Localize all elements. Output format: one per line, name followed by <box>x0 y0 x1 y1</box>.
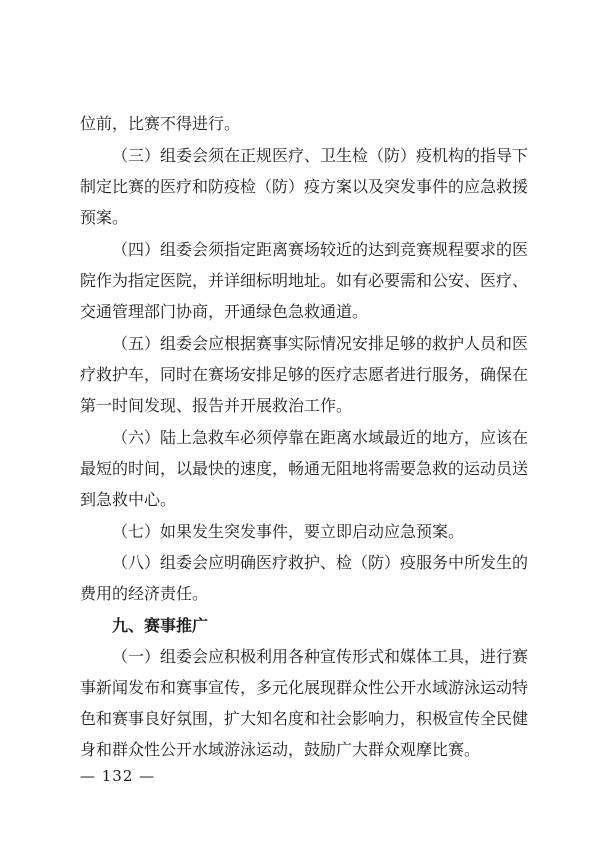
page-number: — 132 — <box>80 767 156 785</box>
text-line: 院作为指定医院，并详细标明地址。如有必要需和公安、医疗、 <box>80 271 529 290</box>
text-line: 事新闻发布和赛事宣传，多元化展现群众性公开水域游泳运动特 <box>80 678 529 697</box>
text-line: （四）组委会须指定距离赛场较近的达到竞赛规程要求的医 <box>112 240 529 259</box>
text-line: 到急救中心。 <box>80 490 177 509</box>
text-line: 费用的经济责任。 <box>80 584 209 603</box>
text-line: （三）组委会须在正规医疗、卫生检（防）疫机构的指导下 <box>112 146 529 165</box>
text-line: 第一时间发现、报告并开展救治工作。 <box>80 396 353 415</box>
text-line: 最短的时间，以最快的速度，畅通无阻地将需要急救的运动员送 <box>80 459 529 478</box>
text-line: （六）陆上急救车必须停靠在距离水域最近的地方，应该在 <box>112 428 529 447</box>
text-line: 疗救护车，同时在赛场安排足够的医疗志愿者进行服务，确保在 <box>80 365 529 384</box>
text-line: 预案。 <box>80 208 129 227</box>
text-line: （八）组委会应明确医疗救护、检（防）疫服务中所发生的 <box>112 553 529 572</box>
section-heading: 九、赛事推广 <box>112 616 209 635</box>
text-line: 制定比赛的医疗和防疫检（防）疫方案以及突发事件的应急救援 <box>80 177 529 196</box>
text-line: 位前，比赛不得进行。 <box>80 114 241 133</box>
text-line: 交通管理部门协商，开通绿色急救通道。 <box>80 302 369 321</box>
text-line: 色和赛事良好氛围，扩大知名度和社会影响力，积极宣传全民健 <box>80 709 529 728</box>
text-line: （五）组委会应根据赛事实际情况安排足够的救护人员和医 <box>112 334 529 353</box>
text-line: （一）组委会应积极利用各种宣传形式和媒体工具，进行赛 <box>112 647 529 666</box>
text-line: （七）如果发生突发事件，要立即启动应急预案。 <box>112 522 465 541</box>
text-line: 身和群众性公开水域游泳运动，鼓励广大群众观摩比赛。 <box>80 740 481 759</box>
